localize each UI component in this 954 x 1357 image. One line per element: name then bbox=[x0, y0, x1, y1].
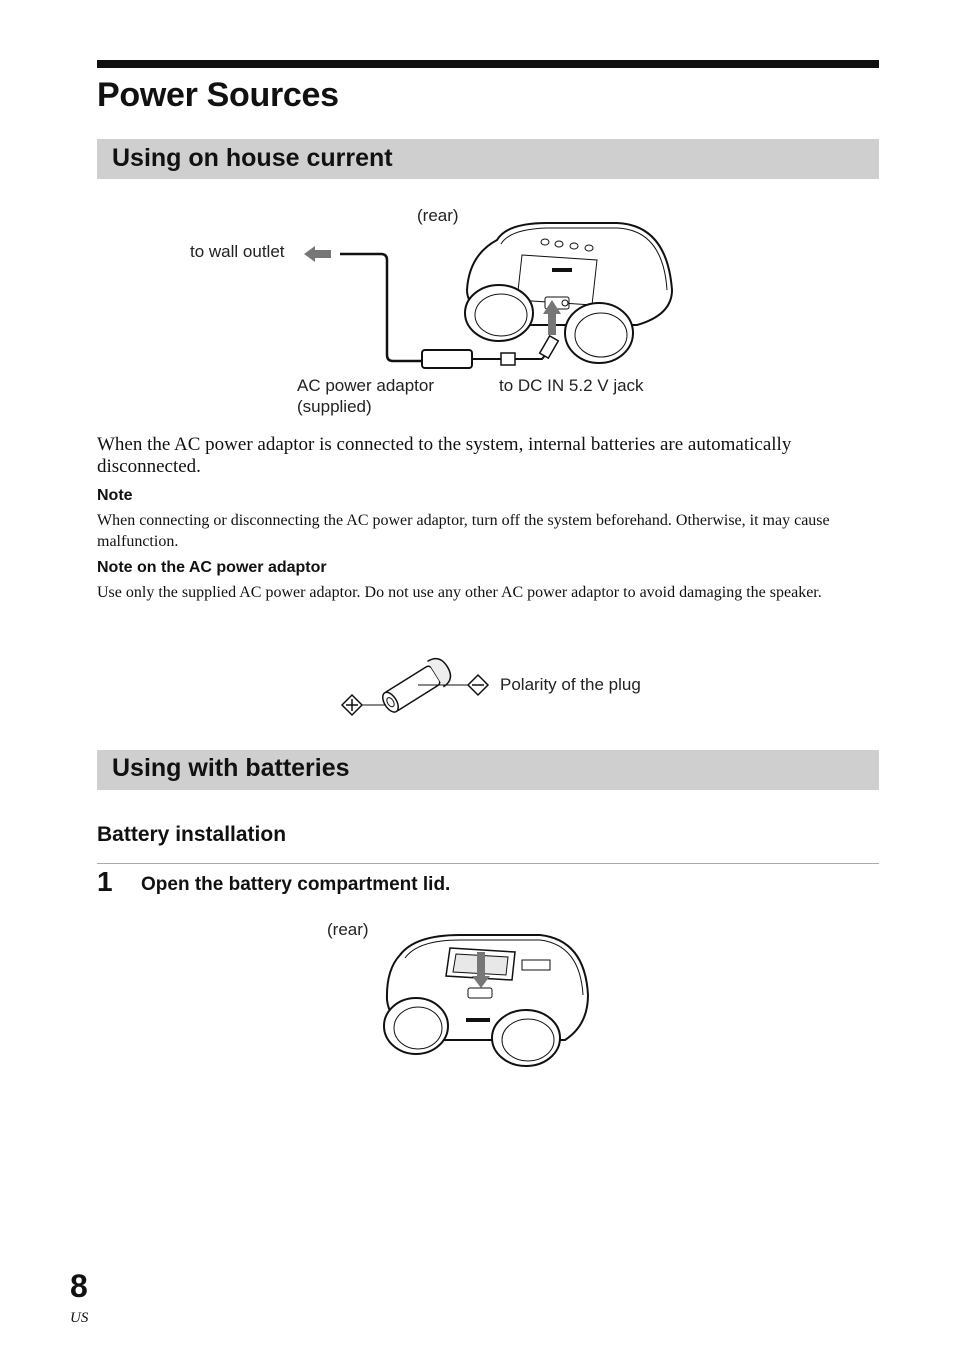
page-number: 8 bbox=[70, 1268, 88, 1304]
subheading-rule bbox=[97, 863, 879, 864]
page-title: Power Sources bbox=[97, 76, 339, 114]
polarity-label: Polarity of the plug bbox=[500, 675, 641, 694]
battery-lid-diagram bbox=[320, 915, 610, 1080]
arrow-left-icon bbox=[304, 246, 331, 262]
note-text: When connecting or disconnecting the AC power adaptor, turn off the system beforehand. Otherwise, it may cause malfunction. bbox=[97, 512, 830, 550]
step-text: Open the battery compartment lid. bbox=[141, 874, 451, 895]
adaptor-body-text: When the AC power adaptor is connected to the system, internal batteries are automatically disconnected. bbox=[97, 434, 792, 477]
section-house-current bbox=[97, 139, 879, 179]
region-code: US bbox=[70, 1310, 89, 1326]
battery-installation-heading: Battery installation bbox=[97, 823, 287, 846]
speaker-ac-illustration bbox=[97, 195, 879, 425]
dc-jack-label: to DC IN 5.2 V jack bbox=[499, 376, 644, 395]
adaptor-supplied-label: (supplied) bbox=[297, 397, 372, 416]
section-heading: Using on house current bbox=[112, 144, 393, 172]
plug-polarity-illustration bbox=[330, 645, 490, 725]
header-rule bbox=[97, 60, 879, 68]
section-batteries bbox=[97, 750, 879, 790]
section-heading: Using with batteries bbox=[112, 754, 350, 782]
ac-connection-diagram bbox=[97, 195, 879, 425]
speaker-battery-illustration bbox=[380, 930, 595, 1070]
adaptor-note-text: Use only the supplied AC power adaptor. Do not use any other AC power adaptor to avoid damaging the speaker. bbox=[97, 584, 822, 601]
adaptor-note-heading: Note on the AC power adaptor bbox=[97, 559, 327, 576]
rear-label: (rear) bbox=[327, 920, 369, 939]
adaptor-label: AC power adaptor bbox=[297, 376, 435, 395]
wall-outlet-label: to wall outlet bbox=[190, 242, 285, 261]
rear-label: (rear) bbox=[417, 206, 459, 225]
polarity-diagram bbox=[330, 645, 690, 725]
step-number: 1 bbox=[97, 866, 113, 897]
note-heading: Note bbox=[97, 487, 133, 504]
